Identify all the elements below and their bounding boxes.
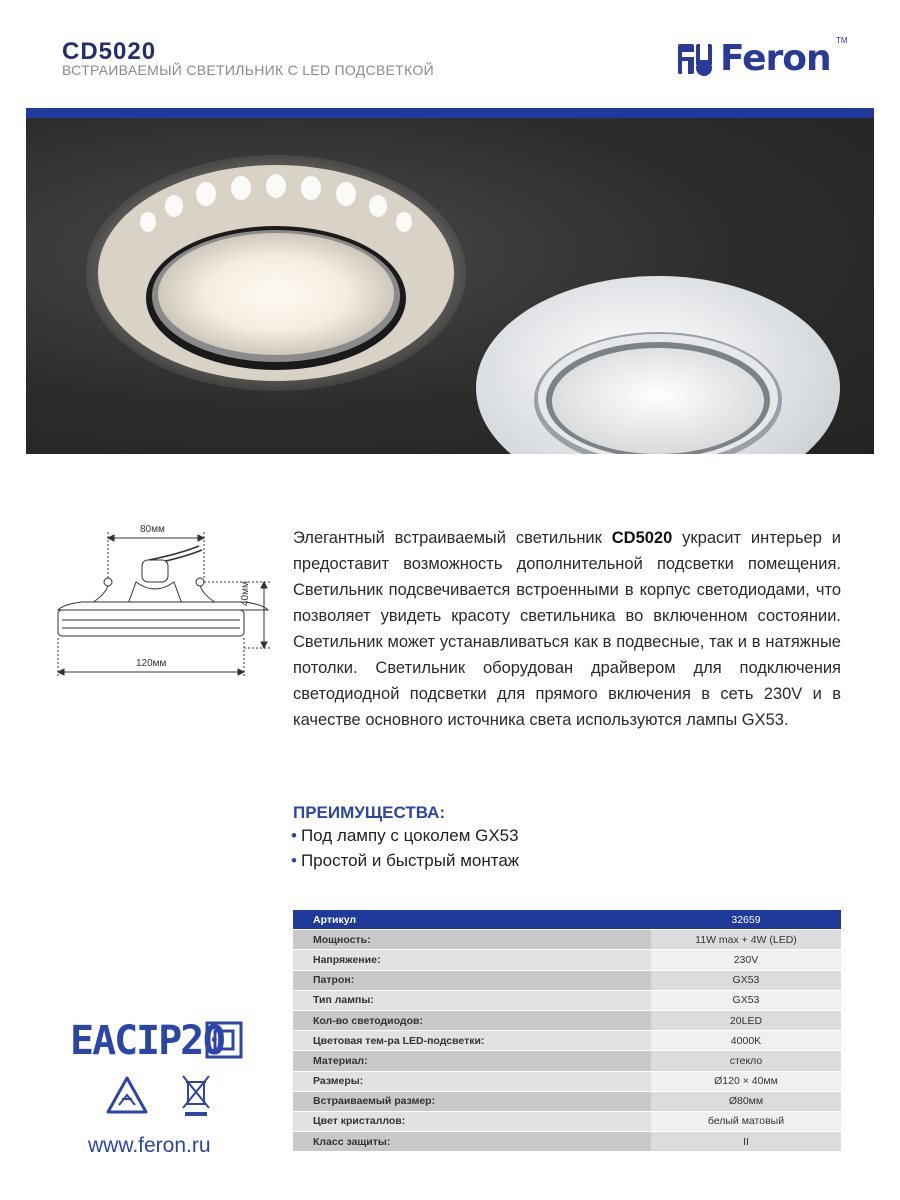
feron-logo <box>676 38 846 80</box>
description-model: CD5020 <box>611 529 673 547</box>
spec-value: белый матовый <box>651 1111 841 1131</box>
advantages-heading: ПРЕИМУЩЕСТВА: <box>293 803 446 822</box>
spec-label: Встраиваемый размер: <box>293 1091 651 1111</box>
spec-label: Тип лампы: <box>293 990 651 1010</box>
class-ii-icon <box>205 1021 243 1059</box>
brand-name: Feron <box>720 38 831 79</box>
width-80-label: 80мм <box>140 524 165 535</box>
product-description <box>293 525 841 733</box>
table-row <box>293 1010 841 1030</box>
spec-label: Кол-во светодиодов: <box>293 1010 651 1030</box>
spec-label: Артикул <box>293 910 651 930</box>
description-intro: Элегантный встраиваемый светильник <box>293 529 612 547</box>
table-row <box>293 1071 841 1091</box>
crossed-bin-icon <box>181 1074 211 1118</box>
table-row <box>293 950 841 970</box>
table-row <box>293 1031 841 1051</box>
spec-label: Цвет кристаллов: <box>293 1111 651 1131</box>
spec-label: Напряжение: <box>293 950 651 970</box>
spec-value: GX53 <box>651 970 841 990</box>
description-body: украсит интерьер и предоставит возможность дополнительной подсветки помещения. Светильник подсвечивается встроенными в корпус светодиодами, что позволяет увидеть красоту светильника во включенном состоянии. Светильник может устанавливаться как в подвесные, так и в натяжные потолки. Светильник оборудован драйвером для подключения светодиодной подсветки для прямого включения в сеть 230V и в качестве основного источника света используются лампы GX53. <box>293 529 841 729</box>
specs-table <box>293 910 841 1152</box>
spec-label: Патрон: <box>293 970 651 990</box>
spec-value: 11W max + 4W (LED) <box>651 930 841 950</box>
model-title: CD5020 <box>62 38 157 65</box>
table-row <box>293 990 841 1010</box>
trademark-sign: TM <box>836 36 848 45</box>
table-row <box>293 930 841 950</box>
product-subtitle: ВСТРАИВАЕМЫЙ СВЕТИЛЬНИК С LED ПОДСВЕТКОЙ <box>62 62 434 78</box>
warning-triangle-icon <box>105 1075 149 1115</box>
bullet-icon: • <box>291 851 297 870</box>
table-row <box>293 1051 841 1071</box>
spec-label: Мощность: <box>293 930 651 950</box>
height-40-label: 40мм <box>240 581 251 606</box>
spec-label: Класс защиты: <box>293 1132 651 1152</box>
table-row <box>293 1111 841 1131</box>
spec-label: Материал: <box>293 1051 651 1071</box>
spec-value: 230V <box>651 950 841 970</box>
table-row <box>293 1132 841 1152</box>
product-photo <box>26 118 874 454</box>
spec-value: II <box>651 1132 841 1152</box>
spec-value: GX53 <box>651 990 841 1010</box>
ip-rating: IP20 <box>136 1018 225 1064</box>
dimension-diagram <box>44 520 282 690</box>
spec-label: Цветовая тем-ра LED-подсветки: <box>293 1031 651 1051</box>
bullet-icon: • <box>291 826 297 845</box>
feron-logo-mark-icon <box>676 40 716 80</box>
table-row <box>293 910 841 930</box>
spec-value: Ø120 × 40мм <box>651 1071 841 1091</box>
spec-value: стекло <box>651 1051 841 1071</box>
header-divider-bar <box>26 108 874 118</box>
spec-value: 20LED <box>651 1010 841 1030</box>
advantage-text: Под лампу с цоколем GX53 <box>300 826 519 845</box>
spec-value: 4000K <box>651 1031 841 1051</box>
diameter-120-label: 120мм <box>136 658 167 669</box>
website-link[interactable]: www.feron.ru <box>88 1134 211 1157</box>
table-row <box>293 970 841 990</box>
spec-value: Ø80мм <box>651 1091 841 1111</box>
spec-label: Размеры: <box>293 1071 651 1091</box>
eac-mark: ЕАС <box>70 1018 137 1064</box>
table-row <box>293 1091 841 1111</box>
advantage-item <box>291 826 519 846</box>
advantage-text: Простой и быстрый монтаж <box>300 851 520 870</box>
spec-value: 32659 <box>651 910 841 930</box>
advantage-item <box>291 851 519 871</box>
